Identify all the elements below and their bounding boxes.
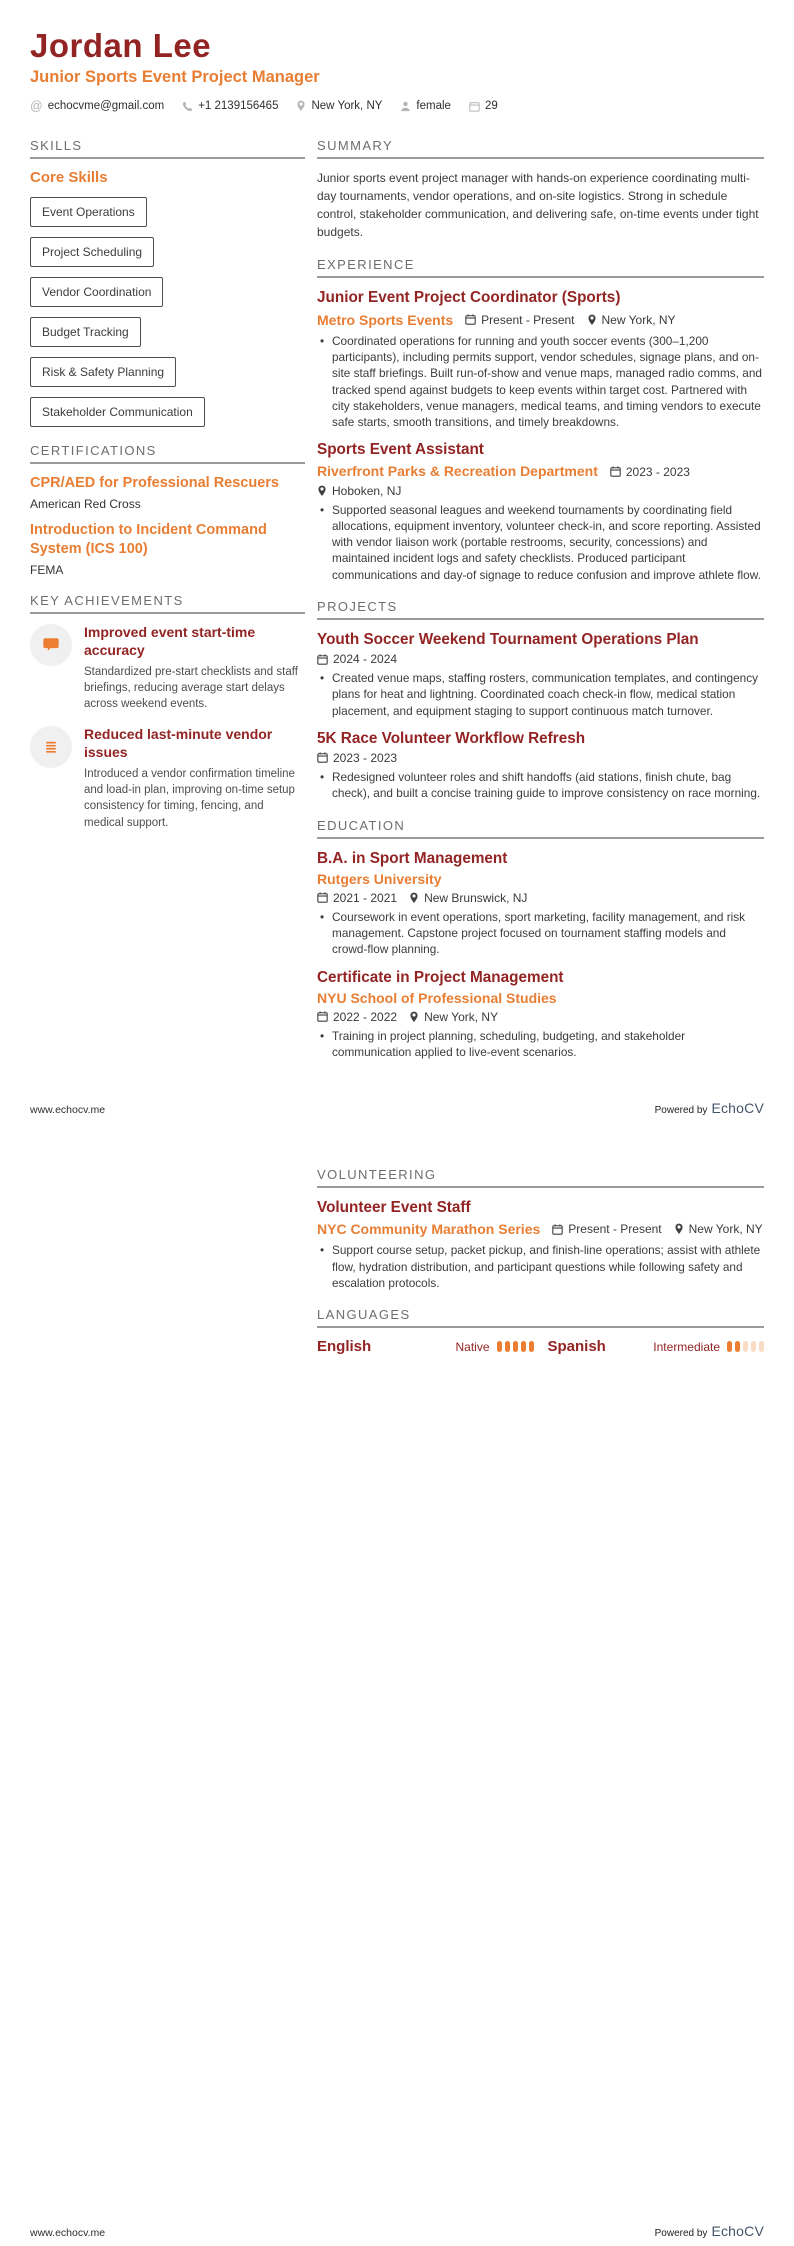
list-icon <box>30 726 72 768</box>
education-dates <box>317 1010 397 1024</box>
project-bullet: • Redesigned volunteer roles and shift handoffs (aid stations, finish chute, bag check), and built a concise training guide to improve consistency on race morning. <box>317 769 764 802</box>
location-pin-icon <box>409 1011 419 1023</box>
certification-item <box>30 474 305 511</box>
level-dot <box>751 1341 756 1352</box>
page2-columns <box>30 1167 764 1371</box>
project-bullets <box>317 769 764 802</box>
experience-meta-row <box>317 311 764 329</box>
echocv-brand: EchoCV <box>711 1100 764 1116</box>
education-entry <box>317 849 764 958</box>
page2-footer <box>30 2223 764 2239</box>
level-dot <box>727 1341 732 1352</box>
volunteering-meta-row <box>317 1220 764 1238</box>
skill-chip: Risk & Safety Planning <box>30 357 176 387</box>
experience-dates-text: Present - Present <box>481 312 575 327</box>
contact-email-text: echocvme@gmail.com <box>47 100 165 113</box>
language-item <box>548 1338 765 1355</box>
education-location <box>409 1010 498 1024</box>
person-name: Jordan Lee <box>30 27 212 64</box>
certification-issuer: American Red Cross <box>30 497 141 512</box>
volunteering-role: Volunteer Event Staff <box>317 1199 471 1216</box>
language-meta <box>653 1340 764 1354</box>
footer-website-link[interactable]: www.echocv.me <box>30 1104 106 1116</box>
experience-role: Sports Event Assistant <box>317 441 484 459</box>
experience-dates <box>610 465 690 479</box>
location-pin-icon <box>587 314 597 326</box>
level-dot <box>521 1341 526 1352</box>
powered-by-text: Powered by <box>654 2228 708 2239</box>
location-pin-icon <box>296 100 306 112</box>
experience-entry <box>317 440 764 583</box>
education-bullet: • Coursework in event operations, sport marketing, facility management, and risk management. Capstone project focused on tournament staffing models and crowd-flow planning. <box>317 909 764 958</box>
education-meta-row <box>317 891 764 905</box>
education-school: Rutgers University <box>317 870 442 887</box>
project-dates-text: 2023 - 2023 <box>333 750 398 765</box>
summary-section <box>317 138 764 241</box>
experience-location <box>317 484 401 498</box>
experience-bullet: • Coordinated operations for running and youth soccer events (300–1,200 participants), including permits support, vendor schedules, signage plans, and on-site staff briefings. Built run-of-show and venue maps, managed radio comms, and tracked spend against budgets to keep events within target cost. Partnered with city stakeholders, venue managers, medical teams, and timing vendors to execute safe starts, smooth transitions, and timely breakdowns. <box>317 333 764 431</box>
certifications-section <box>30 443 305 577</box>
achievements-section-title: KEY ACHIEVEMENTS <box>30 593 305 614</box>
level-dot <box>735 1341 740 1352</box>
certification-name: CPR/AED for Professional Rescuers <box>30 475 279 492</box>
experience-dates <box>465 313 574 327</box>
contact-location-text: New York, NY <box>311 100 383 113</box>
experience-bullets <box>317 502 764 583</box>
experience-entry <box>317 288 764 430</box>
skill-chip: Event Operations <box>30 197 147 227</box>
left-column <box>30 138 305 846</box>
powered-by-text: Powered by <box>654 1105 708 1116</box>
calendar-icon <box>610 466 621 477</box>
achievement-body <box>84 726 305 831</box>
project-dates-text: 2024 - 2024 <box>333 652 398 667</box>
project-entry <box>317 729 764 802</box>
level-dot <box>505 1341 510 1352</box>
contact-gender-text: female <box>416 100 451 113</box>
calendar-icon <box>469 101 480 112</box>
projects-section-title: PROJECTS <box>317 599 764 620</box>
experience-section-title: EXPERIENCE <box>317 257 764 278</box>
level-dot <box>743 1341 748 1352</box>
language-name: Spanish <box>547 1338 606 1356</box>
volunteering-location <box>674 1222 763 1236</box>
education-location-text: New York, NY <box>424 1009 499 1024</box>
project-bullets <box>317 670 764 719</box>
volunteering-location-text: New York, NY <box>688 1222 763 1237</box>
powered-by <box>655 2223 764 2239</box>
education-school: NYU School of Professional Studies <box>317 989 557 1006</box>
project-entry <box>317 630 764 719</box>
certifications-section-title: CERTIFICATIONS <box>30 443 305 464</box>
volunteering-dates <box>552 1222 661 1236</box>
skills-section <box>30 138 305 427</box>
contact-row <box>30 100 764 113</box>
calendar-icon <box>552 1224 563 1235</box>
job-title: Junior Sports Event Project Manager <box>30 67 320 86</box>
contact-location <box>296 100 382 112</box>
calendar-icon <box>317 892 328 903</box>
contact-age-text: 29 <box>484 100 498 113</box>
project-meta-row <box>317 751 764 765</box>
achievement-description: Introduced a vendor confirmation timeline and load-in plan, improving on-time setup consistency for timing, fencing, and medical support. <box>84 767 295 829</box>
education-location-text: New Brunswick, NJ <box>424 890 528 905</box>
language-meta <box>455 1340 533 1354</box>
education-degree: Certificate in Project Management <box>317 968 564 986</box>
languages-section <box>317 1307 764 1355</box>
project-dates <box>317 751 397 765</box>
resume-page-2 <box>0 1123 794 2246</box>
volunteering-dates-text: Present - Present <box>568 1222 662 1237</box>
echocv-brand: EchoCV <box>711 2223 764 2239</box>
achievement-description: Standardized pre-start checklists and staff briefings, reducing average start delays across weekend events. <box>84 665 298 711</box>
volunteering-section-title: VOLUNTEERING <box>317 1167 764 1188</box>
project-bullet: • Created venue maps, staffing rosters, communication templates, and contingency plans for heat and lightning. Coordinated coach check-in flow, medical station placement, and equipment staging to support continuous match turnover. <box>317 670 764 719</box>
calendar-icon <box>317 752 328 763</box>
language-item <box>317 1338 534 1355</box>
skill-chip: Project Scheduling <box>30 237 154 267</box>
volunteering-entry <box>317 1198 764 1291</box>
education-entry <box>317 968 764 1061</box>
achievements-section <box>30 593 305 831</box>
language-level-dots <box>727 1341 764 1352</box>
phone-icon <box>182 101 193 112</box>
contact-email[interactable] <box>30 100 164 113</box>
languages-section-title: LANGUAGES <box>317 1307 764 1328</box>
project-meta-row <box>317 652 764 666</box>
education-section-title: EDUCATION <box>317 818 764 839</box>
education-degree: B.A. in Sport Management <box>317 849 508 867</box>
location-pin-icon <box>674 1223 684 1235</box>
education-dates-text: 2021 - 2021 <box>333 890 398 905</box>
location-pin-icon <box>409 892 419 904</box>
language-level-dots <box>497 1341 534 1352</box>
summary-section-title: SUMMARY <box>317 138 764 159</box>
certification-item <box>30 521 305 577</box>
summary-text: Junior sports event project manager with hands-on experience coordinating multi-day tournaments, vendor operations, and on-site logistics. Strong in schedule control, stakeholder communication, and delivering safe, on-time events under tight budgets. <box>317 171 759 240</box>
resume-header <box>30 28 764 112</box>
education-bullets <box>317 1028 764 1061</box>
volunteering-section <box>317 1167 764 1291</box>
experience-company: Riverfront Parks & Recreation Department <box>317 463 598 480</box>
experience-section <box>317 257 764 583</box>
level-dot <box>513 1341 518 1352</box>
achievement-body <box>84 624 305 713</box>
projects-section <box>317 599 764 802</box>
calendar-icon <box>465 314 476 325</box>
page1-footer <box>30 1100 764 1116</box>
right-column <box>317 1167 764 1371</box>
skill-chip: Vendor Coordination <box>30 277 163 307</box>
powered-by <box>655 1100 764 1116</box>
experience-bullet: • Supported seasonal leagues and weekend tournaments by coordinating field allocations, equipment inventory, volunteer check-in, and score reporting. Assisted with vendor liaison work (portable restrooms, security, concessions) and maintained incident logs and safety checklists. Produced participant communications and day-of signage to reduce confusion and improve athlete flow. <box>317 502 764 583</box>
footer-website-link[interactable]: www.echocv.me <box>30 2227 106 2239</box>
language-level: Intermediate <box>653 1339 720 1354</box>
volunteering-organization: NYC Community Marathon Series <box>317 1221 541 1238</box>
level-dot <box>759 1341 764 1352</box>
skill-chip: Stakeholder Communication <box>30 397 205 427</box>
contact-age <box>469 100 498 112</box>
experience-bullets <box>317 333 764 431</box>
achievement-title: Improved event start-time accuracy <box>84 623 256 658</box>
project-name: Youth Soccer Weekend Tournament Operations Plan <box>317 630 699 648</box>
experience-role: Junior Event Project Coordinator (Sports) <box>317 289 621 307</box>
education-bullets <box>317 909 764 958</box>
education-meta-row <box>317 1010 764 1024</box>
volunteering-bullets <box>317 1242 764 1291</box>
language-level: Native <box>455 1339 490 1354</box>
page1-columns <box>30 138 764 1076</box>
certification-issuer: FEMA <box>30 562 64 577</box>
level-dot <box>529 1341 534 1352</box>
achievement-title: Reduced last-minute vendor issues <box>84 725 273 760</box>
education-location <box>409 891 527 905</box>
skills-section-title: SKILLS <box>30 138 305 159</box>
right-column <box>317 138 764 1076</box>
contact-phone-text: +1 2139156465 <box>198 100 279 113</box>
skills-group-title: Core Skills <box>30 169 108 187</box>
certification-name: Introduction to Incident Command System (ICS 100) <box>30 522 267 558</box>
experience-location <box>587 313 676 327</box>
person-icon <box>400 101 411 112</box>
achievement-item <box>30 624 305 713</box>
contact-gender <box>400 100 451 112</box>
education-dates <box>317 891 397 905</box>
language-name: English <box>317 1338 372 1356</box>
education-dates-text: 2022 - 2022 <box>333 1009 398 1024</box>
volunteering-bullet: • Support course setup, packet pickup, and finish-line operations; assist with athlete flow, hydration distribution, and participant questions while following safety and escalation protocols. <box>317 1242 764 1291</box>
contact-phone[interactable] <box>182 100 278 112</box>
education-bullet: • Training in project planning, scheduling, budgeting, and stakeholder communication applied to live-event scenarios. <box>317 1028 764 1061</box>
languages-row <box>317 1338 764 1355</box>
experience-location-text: New York, NY <box>601 312 676 327</box>
at-icon: @ <box>30 98 43 113</box>
calendar-icon <box>317 1011 328 1022</box>
experience-meta-row <box>317 462 764 497</box>
comment-icon <box>30 624 72 666</box>
skill-chip: Budget Tracking <box>30 317 141 347</box>
experience-location-text: Hoboken, NJ <box>332 483 402 498</box>
project-dates <box>317 652 397 666</box>
achievement-item <box>30 726 305 831</box>
experience-dates-text: 2023 - 2023 <box>625 464 690 479</box>
experience-company: Metro Sports Events <box>317 311 454 328</box>
calendar-icon <box>317 654 328 665</box>
project-name: 5K Race Volunteer Workflow Refresh <box>317 729 586 747</box>
education-section <box>317 818 764 1061</box>
level-dot <box>497 1341 502 1352</box>
location-pin-icon <box>317 485 327 497</box>
